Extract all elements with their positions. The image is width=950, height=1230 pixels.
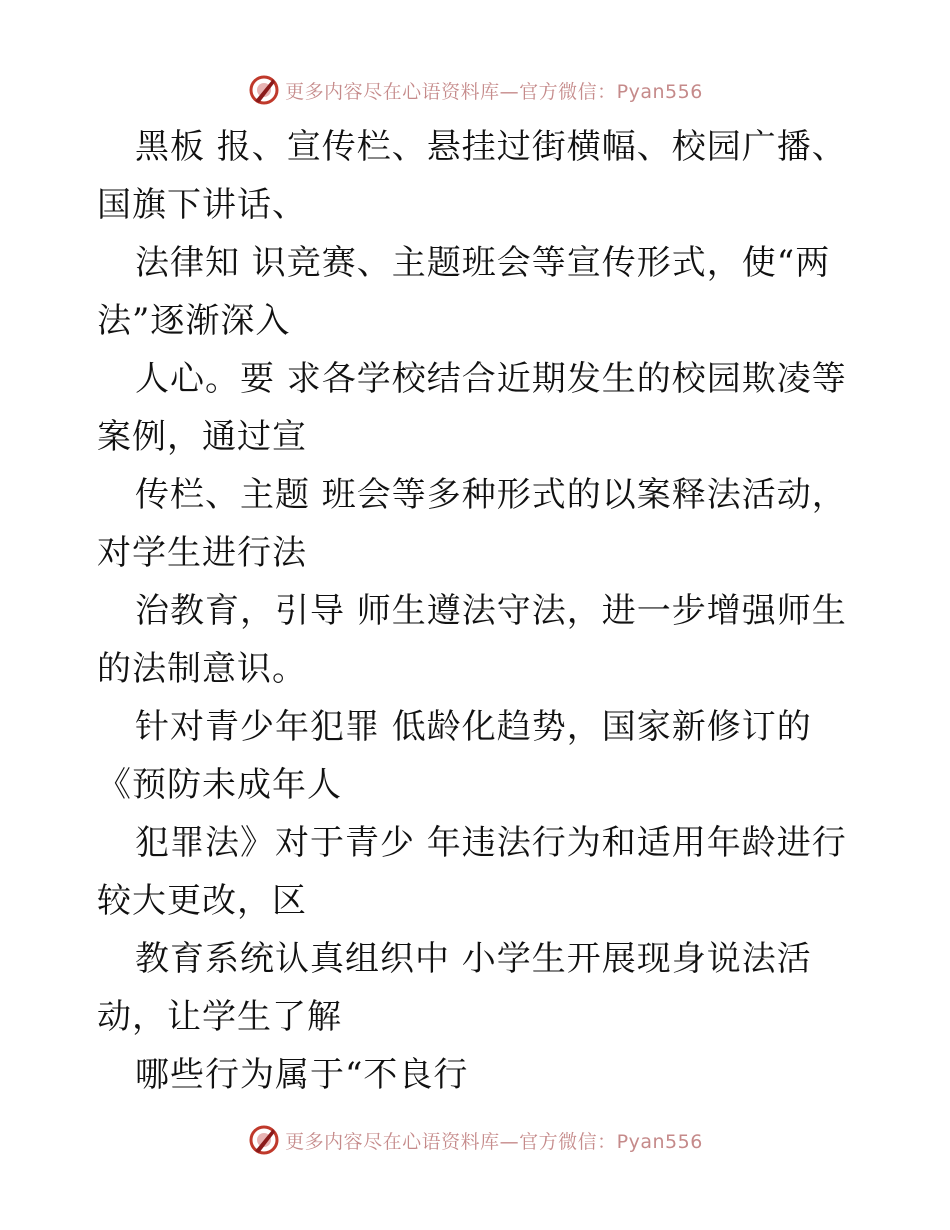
body-line: 治教育，引导 师生遵法守法，进一步增强师生 <box>135 591 847 631</box>
body-line: 对学生进行法 <box>97 533 307 573</box>
body-line: 黑板 报、宣传栏、悬挂过街横幅、校园广播、 <box>135 127 847 167</box>
body-line: 国旗下讲话、 <box>97 185 307 225</box>
body-line: 犯罪法》对于青少 年违法行为和适用年龄进行 <box>135 823 847 863</box>
body-line: 法”逐渐深入 <box>97 301 291 341</box>
body-line: 教育系统认真组织中 小学生开展现身说法活 <box>135 939 812 979</box>
quill-seal-icon <box>247 73 281 107</box>
body-line: 《预防未成年人 <box>97 765 342 805</box>
header-banner-text: 更多内容尽在心语资料库—官方微信：Pyan556 <box>285 80 703 103</box>
body-line: 人心。要 求各学校结合近期发生的校园欺凌等 <box>135 359 847 399</box>
header-banner <box>0 70 950 110</box>
footer-banner-text: 更多内容尽在心语资料库—官方微信：Pyan556 <box>285 1130 703 1153</box>
document-body <box>97 118 857 1104</box>
body-line: 传栏、主题 班会等多种形式的以案释法活动， <box>135 475 847 515</box>
quill-seal-icon <box>247 1123 281 1157</box>
footer-banner <box>0 1120 950 1160</box>
body-line: 针对青少年犯罪 低龄化趋势，国家新修订的 <box>135 707 812 747</box>
body-line: 哪些行为属于“不良行 <box>135 1055 469 1095</box>
body-line: 案例，通过宣 <box>97 417 307 457</box>
body-line: 动，让学生了解 <box>97 997 342 1037</box>
body-line: 的法制意识。 <box>97 649 307 689</box>
body-line: 较大更改，区 <box>97 881 307 921</box>
body-line: 法律知 识竞赛、主题班会等宣传形式，使“两 <box>135 243 831 283</box>
